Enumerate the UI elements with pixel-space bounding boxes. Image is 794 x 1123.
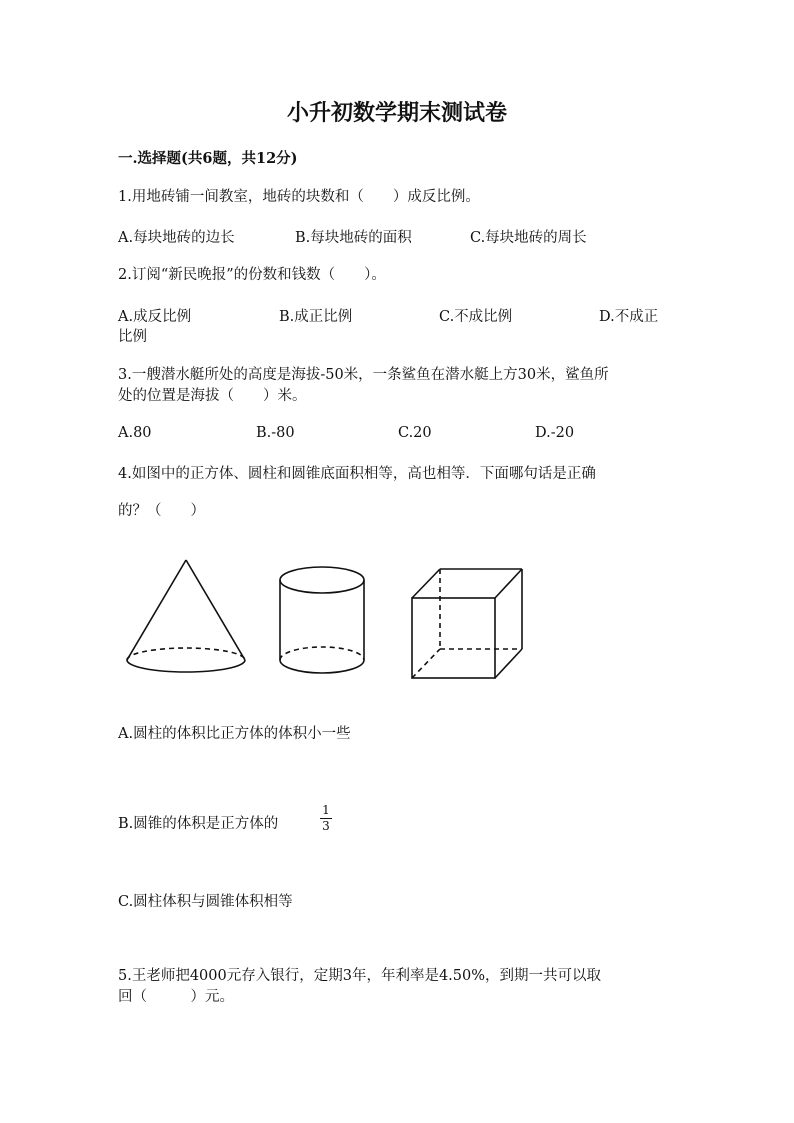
geometry-figure xyxy=(118,550,538,690)
q2-option-d-wrap: 比例 xyxy=(118,329,147,345)
cone-icon xyxy=(127,560,245,672)
fraction-numerator: 1 xyxy=(320,804,332,819)
q3-option-a: A.80 xyxy=(118,425,152,441)
q2-option-d: D.不成正 xyxy=(599,309,659,325)
q1-option-a: A.每块地砖的边长 xyxy=(118,230,235,246)
q2-option-b: B.成正比例 xyxy=(279,309,353,325)
q2-option-a: A.成反比例 xyxy=(118,309,192,325)
question-5-stem-line1: 5.王老师把4000元存入银行，定期3年，年利率是4.50%，到期一共可以取 xyxy=(118,968,602,984)
q1-option-b: B.每块地砖的面积 xyxy=(295,230,412,246)
cylinder-icon xyxy=(280,567,364,673)
question-2-stem: 2.订阅“新民晚报”的份数和钱数（ ）。 xyxy=(118,267,386,283)
fraction-denominator: 3 xyxy=(322,819,330,833)
section-heading: 一.选择题(共6题，共12分) xyxy=(118,150,298,167)
cube-icon xyxy=(412,569,522,678)
question-5-stem-line2: 回（ ）元。 xyxy=(118,989,234,1005)
q1-option-c: C.每块地砖的周长 xyxy=(470,230,587,246)
q3-option-c: C.20 xyxy=(398,425,432,441)
q2-option-c: C.不成比例 xyxy=(439,309,513,325)
fraction-one-third xyxy=(320,804,332,833)
q3-option-b: B.-80 xyxy=(256,425,295,441)
question-1-stem: 1.用地砖铺一间教室，地砖的块数和（ ）成反比例。 xyxy=(118,189,480,205)
question-4-stem-line2: 的？（ ） xyxy=(118,503,205,519)
q4-option-b: B.圆锥的体积是正方体的 xyxy=(118,816,279,832)
q4-option-c: C.圆柱体积与圆锥体积相等 xyxy=(118,894,293,910)
page-title: 小升初数学期末测试卷 xyxy=(286,100,507,126)
question-3-stem-line1: 3.一艘潜水艇所处的高度是海拔-50米，一条鲨鱼在潜水艇上方30米，鲨鱼所 xyxy=(118,367,609,383)
q4-option-a: A.圆柱的体积比正方体的体积小一些 xyxy=(118,726,351,742)
q3-option-d: D.-20 xyxy=(535,425,575,441)
question-3-stem-line2: 处的位置是海拔（ ）米。 xyxy=(118,388,307,404)
question-4-stem-line1: 4.如图中的正方体、圆柱和圆锥底面积相等，高也相等．下面哪句话是正确 xyxy=(118,466,596,482)
